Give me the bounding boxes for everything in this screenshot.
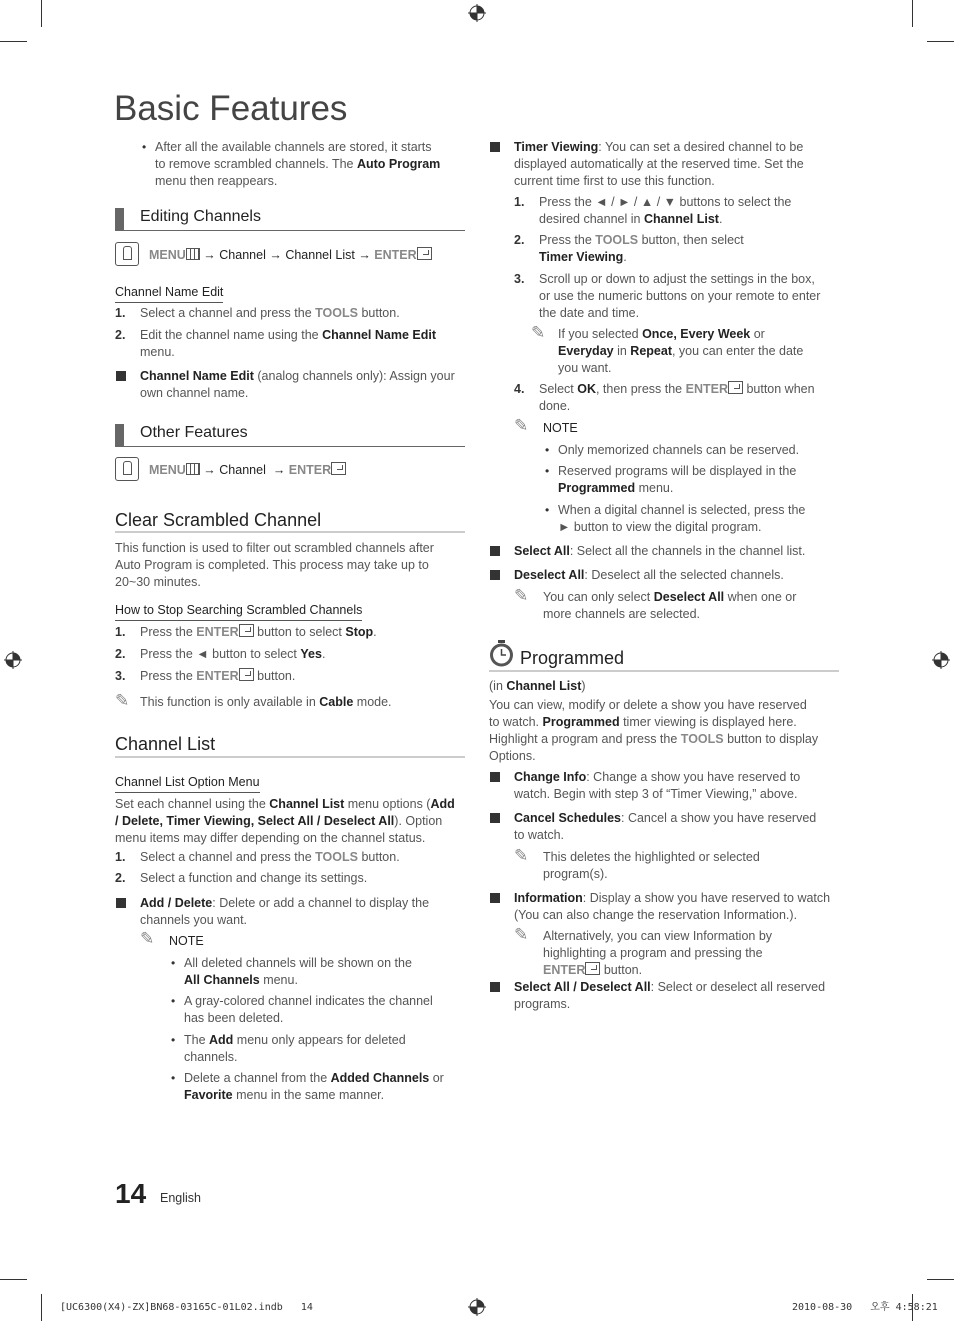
deselect-all-item	[514, 567, 784, 584]
note-bullet	[558, 463, 838, 497]
channel-name-edit-item	[140, 368, 465, 402]
text-span: Programmed	[542, 715, 620, 729]
text-span: menu.	[140, 345, 175, 359]
text-span: Timer Viewing	[539, 250, 624, 264]
text-span: (You can also change the reservation Information.).	[514, 908, 798, 922]
text-span: Press the ◄ / ► / ▲ / ▼ buttons to select the	[539, 195, 792, 209]
text-span: Deselect All	[514, 568, 585, 582]
text-span: button to select	[253, 625, 346, 639]
enter-icon	[331, 462, 346, 475]
registration-mark-icon	[468, 4, 486, 22]
text-span: When a digital channel is selected, press the	[558, 503, 806, 517]
text-span: Cable	[319, 695, 354, 709]
other-features-heading: Other Features	[140, 424, 248, 441]
divider	[115, 756, 465, 758]
text-span: menu.	[259, 973, 298, 987]
step-number: 1.	[115, 625, 126, 639]
note-label: NOTE	[169, 934, 204, 948]
text-span: Select a channel and press the	[140, 850, 316, 864]
stop-search-subheading: How to Stop Searching Scrambled Channels	[115, 602, 362, 621]
text-span: This function is used to filter out scrambled channels after	[115, 541, 434, 555]
text-span: : Display a show you have reserved to watch	[582, 891, 831, 905]
text-span: program(s).	[543, 867, 608, 881]
text-span: ENTER	[288, 463, 332, 477]
text-span: you want.	[558, 361, 612, 375]
text-span: button to display	[723, 732, 819, 746]
bullet-icon: •	[171, 994, 176, 1008]
editing-step-2	[140, 327, 465, 361]
bullet-icon: •	[171, 956, 176, 970]
text-span: →	[269, 248, 282, 262]
note-bullet	[184, 1070, 464, 1104]
crop-mark	[0, 41, 27, 42]
text-span: Channel List	[506, 679, 582, 693]
crop-mark	[912, 0, 913, 27]
text-span: Select All / Deselect All	[514, 980, 651, 994]
text-span: →	[272, 463, 286, 477]
enter-icon	[239, 668, 254, 681]
divider	[489, 670, 839, 672]
deselect-note	[543, 589, 833, 623]
cancel-note	[543, 849, 833, 883]
text-span: Add	[430, 797, 455, 811]
text-span: OK	[577, 382, 596, 396]
text-span: button when	[742, 382, 815, 396]
clear-scrambled-desc	[115, 540, 465, 591]
text-span: / Delete, Timer Viewing, Select All / Deselect All	[115, 814, 395, 828]
text-span: menu then reappears.	[155, 174, 278, 188]
text-span: Deselect All	[653, 590, 725, 604]
text-span: Scroll up or down to adjust the settings in the box,	[539, 272, 815, 286]
hand-icon	[115, 457, 139, 481]
editing-menu-path	[149, 247, 432, 264]
text-span: done.	[539, 399, 571, 413]
text-span: button, then select	[638, 233, 744, 247]
clear-step-3	[140, 668, 295, 685]
text-span: or	[429, 1071, 444, 1085]
text-span: Timer Viewing	[514, 140, 599, 154]
text-span: Alternatively, you can view Information by	[543, 929, 773, 943]
text-span: Delete a channel from the	[184, 1071, 331, 1085]
text-span: mode.	[353, 695, 392, 709]
text-span: Repeat	[630, 344, 672, 358]
text-span: Press the ◄ button to select	[140, 647, 301, 661]
registration-mark-icon	[4, 651, 22, 669]
timer-viewing-item	[514, 139, 839, 190]
text-span: desired channel in	[539, 212, 644, 226]
programmed-desc	[489, 697, 841, 765]
text-span: Added Channels	[330, 1071, 430, 1085]
text-span: menu.	[635, 481, 674, 495]
text-span: All Channels	[184, 973, 260, 987]
bullet-icon: •	[545, 503, 550, 517]
text-span: Once, Every Week	[642, 327, 751, 341]
note-bullet	[184, 993, 464, 1027]
square-bullet-icon	[490, 893, 500, 903]
editing-channels-heading: Editing Channels	[140, 208, 261, 225]
text-span: , then press the	[595, 382, 686, 396]
text-span: more channels are selected.	[543, 607, 701, 621]
text-span: button.	[600, 963, 643, 977]
text-span: or	[750, 327, 765, 341]
text-span: Channel Name Edit	[322, 328, 436, 342]
intro-bullet	[155, 139, 465, 190]
step-number: 2.	[514, 233, 525, 247]
timer-step-1	[539, 194, 839, 228]
channel-list-heading: Channel List	[115, 734, 216, 754]
text-span: to remove scrambled channels. The	[155, 157, 357, 171]
crop-mark	[0, 1279, 27, 1280]
text-span: This deletes the highlighted or selected	[543, 850, 760, 864]
text-span: watch. Begin with step 3 of “Timer Viewing,” above.	[514, 787, 798, 801]
change-info-item	[514, 769, 839, 803]
text-span: .	[623, 250, 627, 264]
note-pencil-icon: ✎	[531, 323, 546, 342]
text-span: .	[321, 647, 326, 661]
text-span: This function is only available in	[140, 695, 320, 709]
text-span: )	[581, 679, 586, 693]
text-span: Channel Name Edit	[140, 369, 254, 383]
editing-step-1	[140, 305, 400, 322]
text-span: Cancel Schedules	[514, 811, 621, 825]
divider	[115, 531, 465, 533]
timer-step-4	[539, 381, 839, 415]
text-span: Channel List	[285, 248, 355, 262]
text-span: 20~30 minutes.	[115, 575, 201, 589]
text-span: Favorite	[184, 1088, 233, 1102]
footer-file-info: [UC6300(X4)-ZX]BN68-03165C-01L02.indb 14	[60, 1302, 313, 1313]
cable-note	[140, 694, 392, 711]
text-span: MENU	[149, 463, 186, 477]
step-number: 4.	[514, 382, 525, 396]
square-bullet-icon	[116, 898, 126, 908]
information-note	[543, 928, 833, 979]
text-span: Press the	[140, 669, 197, 683]
square-bullet-icon	[490, 772, 500, 782]
menu-icon	[186, 248, 200, 260]
bullet-icon: •	[545, 443, 550, 457]
text-span: ENTER	[685, 382, 728, 396]
bullet-icon: •	[142, 140, 147, 154]
menu-icon	[186, 463, 200, 475]
section-bar	[115, 424, 124, 446]
note-pencil-icon: ✎	[140, 929, 155, 948]
text-span: ENTER	[196, 669, 239, 683]
text-span: : Select or deselect all reserved	[650, 980, 826, 994]
text-span: Set each channel using the	[115, 797, 270, 811]
divider	[115, 230, 465, 231]
option-menu-subheading: Channel List Option Menu	[115, 774, 260, 793]
text-span: Press the	[140, 625, 197, 639]
enter-icon	[728, 381, 743, 394]
text-span: in	[613, 344, 631, 358]
enter-icon	[239, 624, 254, 637]
bullet-icon: •	[171, 1071, 176, 1085]
text-span: ENTER	[543, 963, 586, 977]
note-bullet	[184, 1032, 464, 1066]
note-pencil-icon: ✎	[514, 416, 529, 435]
add-delete-item	[140, 895, 465, 929]
text-span: →	[203, 248, 216, 262]
text-span: : Cancel a show you have reserved	[621, 811, 817, 825]
section-bar	[115, 208, 124, 230]
text-span: Edit the channel name using the	[140, 328, 323, 342]
text-span: menu in the same manner.	[232, 1088, 385, 1102]
step-number: 2.	[115, 647, 126, 661]
channel-name-edit-subheading: Channel Name Edit	[115, 284, 223, 303]
crop-mark	[41, 1294, 42, 1321]
text-span: menu items may differ depending on the channel status.	[115, 831, 426, 845]
text-span: Highlight a program and press the	[489, 732, 681, 746]
crop-mark	[927, 1279, 954, 1280]
text-span: programs.	[514, 997, 571, 1011]
text-span: ). Option	[394, 814, 443, 828]
clear-scrambled-heading: Clear Scrambled Channel	[115, 510, 322, 530]
clear-step-1	[140, 624, 377, 641]
text-span: to watch.	[514, 828, 565, 842]
text-span: Yes	[300, 647, 322, 661]
text-span: (analog channels only): Assign your	[253, 369, 455, 383]
list-step-1	[140, 849, 400, 866]
text-span: highlighting a program and pressing the	[543, 946, 763, 960]
square-bullet-icon	[490, 982, 500, 992]
text-span: : Delete or add a channel to display the	[212, 896, 430, 910]
text-span: or use the numeric buttons on your remote to enter	[539, 289, 821, 303]
text-span: channels you want.	[140, 913, 248, 927]
timer-step-2	[539, 232, 839, 266]
text-span: .	[718, 212, 723, 226]
square-bullet-icon	[490, 142, 500, 152]
cancel-schedules-item	[514, 810, 839, 844]
text-span: Auto Program	[356, 157, 441, 171]
text-span: : Select all the channels in the channel list.	[569, 544, 806, 558]
text-span: You can view, modify or delete a show you have reserved	[489, 698, 807, 712]
text-span: (in	[489, 679, 507, 693]
text-span: Add / Delete	[140, 896, 213, 910]
text-span: menu options (	[344, 797, 431, 811]
text-span: MENU	[149, 248, 186, 262]
text-span: Reserved programs will be displayed in the	[558, 464, 797, 478]
text-span: current time first to use this function.	[514, 174, 715, 188]
text-span: Programmed	[558, 481, 636, 495]
bullet-icon: •	[545, 464, 550, 478]
text-span: : You can set a desired channel to be	[598, 140, 804, 154]
text-span: Change Info	[514, 770, 587, 784]
text-span: You can only select	[543, 590, 654, 604]
registration-mark-icon	[932, 651, 950, 669]
text-span: Options.	[489, 749, 536, 763]
bullet-icon: •	[171, 1033, 176, 1047]
programmed-heading: Programmed	[520, 648, 625, 668]
text-span: : Change a show you have reserved to	[586, 770, 801, 784]
text-span: Stop	[345, 625, 374, 639]
text-span: the date and time.	[539, 306, 640, 320]
text-span: ► button to view the digital program.	[558, 520, 762, 534]
text-span: button.	[357, 850, 400, 864]
note-bullet: Only memorized channels can be reserved.	[558, 443, 800, 457]
text-span: to watch.	[489, 715, 543, 729]
divider	[115, 446, 465, 447]
step-number: 2.	[115, 871, 126, 885]
text-span: has been deleted.	[184, 1011, 284, 1025]
text-span: TOOLS	[680, 732, 724, 746]
note-label: NOTE	[543, 421, 578, 435]
text-span: Select All	[514, 544, 570, 558]
footer-timestamp: 2010-08-30 오후 4:58:21	[792, 1302, 938, 1313]
text-span: Add	[209, 1033, 234, 1047]
text-span: : Deselect all the selected channels.	[584, 568, 784, 582]
clock-icon	[489, 640, 514, 667]
text-span: The	[184, 1033, 210, 1047]
text-span: →	[203, 463, 216, 477]
text-span: TOOLS	[315, 850, 358, 864]
step-number: 3.	[514, 272, 525, 286]
note-bullet	[184, 955, 464, 989]
text-span: Select a channel and press the	[140, 306, 316, 320]
text-span: Channel	[219, 248, 266, 262]
text-span: , you can enter the date	[671, 344, 804, 358]
step-number: 2.	[115, 328, 126, 342]
note-pencil-icon: ✎	[514, 586, 529, 605]
square-bullet-icon	[116, 371, 126, 381]
crop-mark	[927, 41, 954, 42]
information-item	[514, 890, 844, 924]
text-span: After all the available channels are stored, it starts	[155, 140, 432, 154]
text-span: ENTER	[374, 248, 417, 262]
text-span: displayed automatically at the reserved time. Set the	[514, 157, 804, 171]
step-number: 1.	[115, 306, 126, 320]
clear-step-2	[140, 646, 325, 663]
text-span: when one or	[724, 590, 797, 604]
step-number: 3.	[115, 669, 126, 683]
note-pencil-icon: ✎	[514, 925, 529, 944]
select-all-item	[514, 543, 805, 560]
enter-icon	[417, 247, 432, 260]
page-language: English	[160, 1191, 201, 1205]
square-bullet-icon	[490, 570, 500, 580]
text-span: Information	[514, 891, 583, 905]
programmed-location	[489, 678, 586, 695]
repeat-note	[558, 326, 838, 377]
text-span: Channel List	[643, 212, 719, 226]
text-span: Press the	[539, 233, 596, 247]
hand-icon	[115, 242, 139, 266]
enter-icon	[585, 962, 600, 975]
text-span: own channel name.	[140, 386, 249, 400]
text-span: Everyday	[558, 344, 614, 358]
text-span: button.	[357, 306, 400, 320]
crop-mark	[41, 0, 42, 27]
registration-mark-icon	[468, 1298, 486, 1316]
step-number: 1.	[115, 850, 126, 864]
text-span: Channel	[219, 463, 266, 477]
text-span: Channel List	[269, 797, 345, 811]
text-span: All deleted channels will be shown on the	[184, 956, 412, 970]
text-span: .	[373, 625, 377, 639]
note-bullet	[558, 502, 838, 536]
text-span: Select	[539, 382, 578, 396]
text-span: →	[358, 248, 371, 262]
text-span: If you selected	[558, 327, 643, 341]
text-span: TOOLS	[595, 233, 639, 247]
text-span: timer viewing is displayed here.	[619, 715, 797, 729]
select-deselect-all-item	[514, 979, 839, 1013]
note-pencil-icon: ✎	[514, 846, 529, 865]
text-span: Auto Program is completed. This process may take up to	[115, 558, 429, 572]
text-span: channels.	[184, 1050, 238, 1064]
text-span: menu only appears for deleted	[233, 1033, 406, 1047]
channel-list-desc	[115, 796, 467, 847]
square-bullet-icon	[490, 546, 500, 556]
other-menu-path	[149, 462, 346, 479]
text-span: TOOLS	[315, 306, 358, 320]
page-number: 14	[115, 1178, 147, 1209]
list-step-2: Select a function and change its settings.	[140, 871, 368, 885]
square-bullet-icon	[490, 813, 500, 823]
text-span: ENTER	[196, 625, 239, 639]
page-title: Basic Features	[114, 89, 348, 128]
note-pencil-icon: ✎	[115, 691, 130, 710]
timer-step-3	[539, 271, 839, 322]
text-span: button.	[253, 669, 296, 683]
step-number: 1.	[514, 195, 525, 209]
text-span: A gray-colored channel indicates the channel	[184, 994, 433, 1008]
